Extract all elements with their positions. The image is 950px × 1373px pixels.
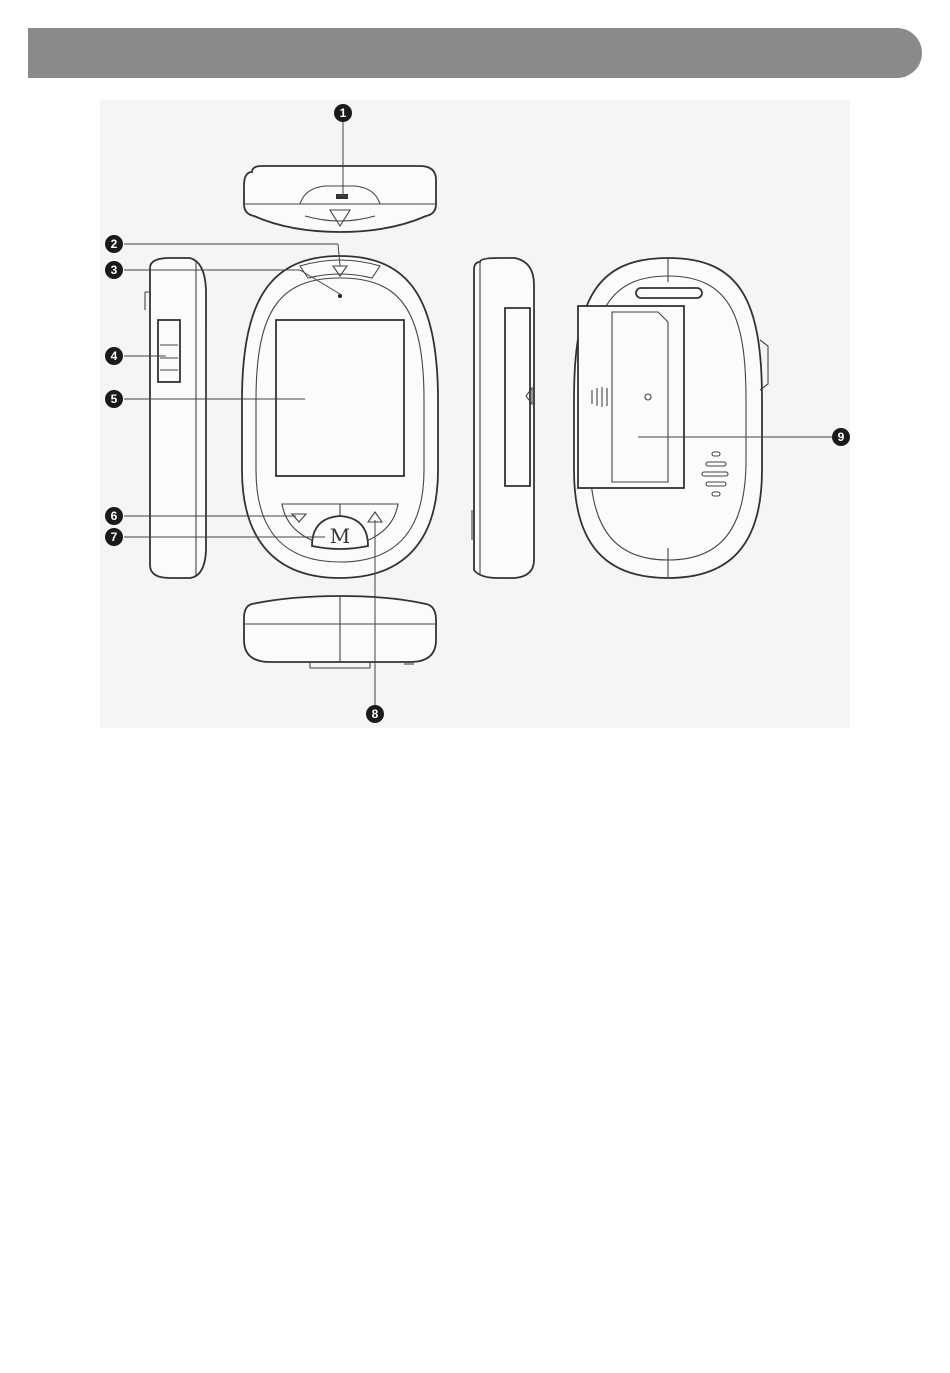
- callout-3: [105, 261, 123, 279]
- svg-text:7: 7: [110, 530, 118, 544]
- callout-1: [334, 104, 352, 122]
- svg-text:3: 3: [110, 263, 118, 277]
- device-diagram-svg: [100, 100, 850, 728]
- svg-text:8: 8: [371, 707, 379, 721]
- device-diagram: [100, 100, 850, 728]
- svg-text:2: 2: [110, 237, 118, 251]
- left-side-view: [145, 258, 206, 578]
- back-view: [574, 258, 768, 578]
- callout-4: [105, 347, 123, 365]
- right-side-view: [472, 258, 534, 578]
- front-view: [242, 256, 438, 578]
- svg-text:9: 9: [837, 430, 845, 444]
- svg-text:5: 5: [110, 392, 118, 406]
- callout-2: [105, 235, 123, 253]
- callout-6: [105, 507, 123, 525]
- callout-5: [105, 390, 123, 408]
- callout-9: [832, 428, 850, 446]
- m-button-label: M: [329, 524, 351, 548]
- svg-text:1: 1: [339, 106, 347, 120]
- bottom-view: [244, 596, 436, 668]
- callout-8: [366, 705, 384, 723]
- header-bar: [28, 28, 922, 78]
- svg-text:4: 4: [110, 349, 118, 363]
- top-view: [244, 166, 436, 232]
- callout-7: [105, 528, 123, 546]
- svg-text:6: 6: [110, 509, 118, 523]
